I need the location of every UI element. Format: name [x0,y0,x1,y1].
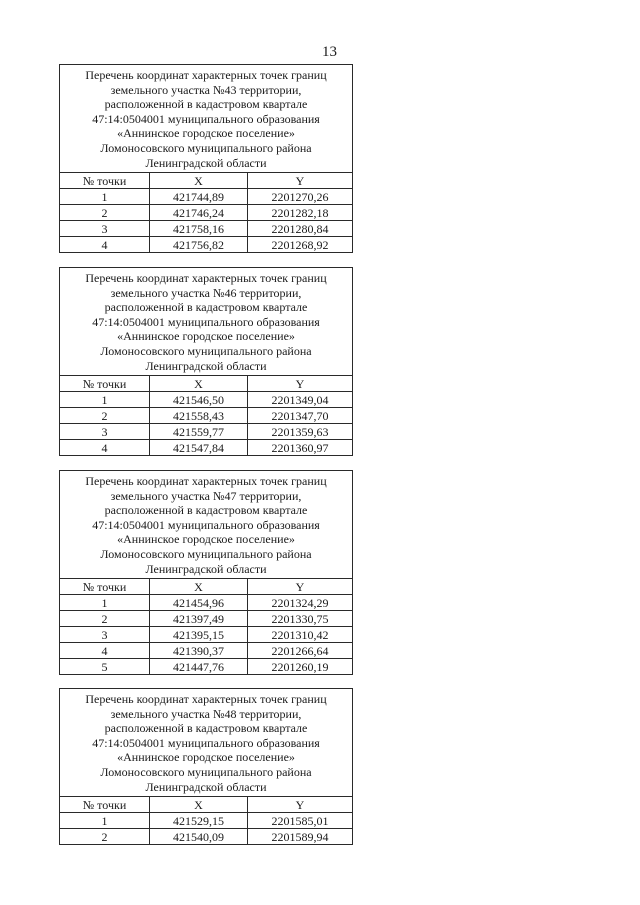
page-number: 13 [322,44,337,60]
cell-point-number: 3 [60,424,150,440]
cell-y: 2201589,94 [248,829,353,845]
title-line: земельного участка №48 территории, [110,706,302,721]
title-line: Перечень координат характерных точек границ [85,271,327,285]
table-row [60,408,353,424]
title-line: Ломоносовского муниципального района [100,764,312,779]
cell-point-number: 2 [60,205,150,221]
title-line: Перечень координат характерных точек границ [85,692,327,706]
cell-y: 2201324,29 [248,595,353,611]
cell-x: 421390,37 [150,643,248,659]
header-point-number: № точки [60,376,150,392]
cell-y: 2201347,70 [248,408,353,424]
cell-point-number: 3 [60,221,150,237]
header-x: X [150,579,248,595]
header-x: X [150,376,248,392]
cell-y: 2201270,26 [248,189,353,205]
cell-point-number: 1 [60,392,150,408]
header-x: X [150,797,248,813]
table-title [60,689,353,797]
cell-point-number: 4 [60,237,150,253]
table-row [60,221,353,237]
cell-y: 2201268,92 [248,237,353,253]
table-row [60,440,353,456]
title-line: расположенной в кадастровом квартале [104,97,308,112]
title-line: Перечень координат характерных точек границ [85,68,327,82]
title-line: расположенной в кадастровом квартале [104,503,308,518]
table-title [60,268,353,376]
title-line: Ленинградской области [145,779,267,794]
cell-point-number: 4 [60,643,150,659]
table-row [60,611,353,627]
cell-x: 421558,43 [150,408,248,424]
table-row [60,205,353,221]
cell-x: 421756,82 [150,237,248,253]
cell-y: 2201280,84 [248,221,353,237]
cell-point-number: 5 [60,659,150,675]
cell-point-number: 1 [60,189,150,205]
table-row [60,392,353,408]
cell-x: 421540,09 [150,829,248,845]
header-y: Y [248,797,353,813]
header-row [60,579,353,595]
coordinates-table-plot-48 [59,688,353,845]
title-line: Ленинградской области [145,561,267,576]
table-row [60,659,353,675]
title-line: «Аннинское городское поселение» [117,750,295,765]
title-line: земельного участка №46 территории, [110,285,302,300]
title-line: 47:14:0504001 муниципального образования [92,314,320,329]
title-line: Ломоносовского муниципального района [100,343,312,358]
title-line: расположенной в кадастровом квартале [104,721,308,736]
cell-x: 421559,77 [150,424,248,440]
header-y: Y [248,376,353,392]
title-line: Ленинградской области [145,155,267,170]
cell-x: 421746,24 [150,205,248,221]
title-line: земельного участка №43 территории, [110,82,302,97]
table-row [60,829,353,845]
title-line: Ломоносовского муниципального района [100,546,312,561]
header-point-number: № точки [60,797,150,813]
table-row [60,424,353,440]
cell-x: 421546,50 [150,392,248,408]
cell-y: 2201282,18 [248,205,353,221]
table-row [60,189,353,205]
cell-point-number: 4 [60,440,150,456]
title-line: расположенной в кадастровом квартале [104,300,308,315]
cell-y: 2201330,75 [248,611,353,627]
table-title [60,65,353,173]
title-line: «Аннинское городское поселение» [117,329,295,344]
cell-x: 421397,49 [150,611,248,627]
title-line: Ломоносовского муниципального района [100,140,312,155]
cell-point-number: 3 [60,627,150,643]
cell-x: 421744,89 [150,189,248,205]
header-point-number: № точки [60,579,150,595]
cell-y: 2201260,19 [248,659,353,675]
header-point-number: № точки [60,173,150,189]
cell-point-number: 2 [60,408,150,424]
header-row [60,797,353,813]
header-x: X [150,173,248,189]
coordinates-table-plot-47 [59,470,353,675]
header-y: Y [248,173,353,189]
title-line: «Аннинское городское поселение» [117,126,295,141]
cell-point-number: 2 [60,829,150,845]
title-line: 47:14:0504001 муниципального образования [92,517,320,532]
cell-y: 2201266,64 [248,643,353,659]
header-row [60,173,353,189]
cell-y: 2201310,42 [248,627,353,643]
cell-y: 2201359,63 [248,424,353,440]
title-line: земельного участка №47 территории, [110,488,302,503]
title-line: Ленинградской области [145,358,267,373]
table-row [60,237,353,253]
cell-x: 421529,15 [150,813,248,829]
cell-x: 421395,15 [150,627,248,643]
table-row [60,643,353,659]
title-line: «Аннинское городское поселение» [117,532,295,547]
cell-x: 421447,76 [150,659,248,675]
coordinates-table-plot-46 [59,267,353,456]
cell-y: 2201349,04 [248,392,353,408]
cell-x: 421454,96 [150,595,248,611]
header-row [60,376,353,392]
header-y: Y [248,579,353,595]
coordinates-table-plot-43 [59,64,353,253]
title-line: Перечень координат характерных точек границ [85,474,327,488]
table-row [60,813,353,829]
cell-x: 421547,84 [150,440,248,456]
cell-point-number: 1 [60,595,150,611]
cell-point-number: 2 [60,611,150,627]
title-line: 47:14:0504001 муниципального образования [92,111,320,126]
table-row [60,595,353,611]
cell-x: 421758,16 [150,221,248,237]
cell-point-number: 1 [60,813,150,829]
cell-y: 2201360,97 [248,440,353,456]
cell-y: 2201585,01 [248,813,353,829]
table-row [60,627,353,643]
table-title [60,471,353,579]
title-line: 47:14:0504001 муниципального образования [92,735,320,750]
